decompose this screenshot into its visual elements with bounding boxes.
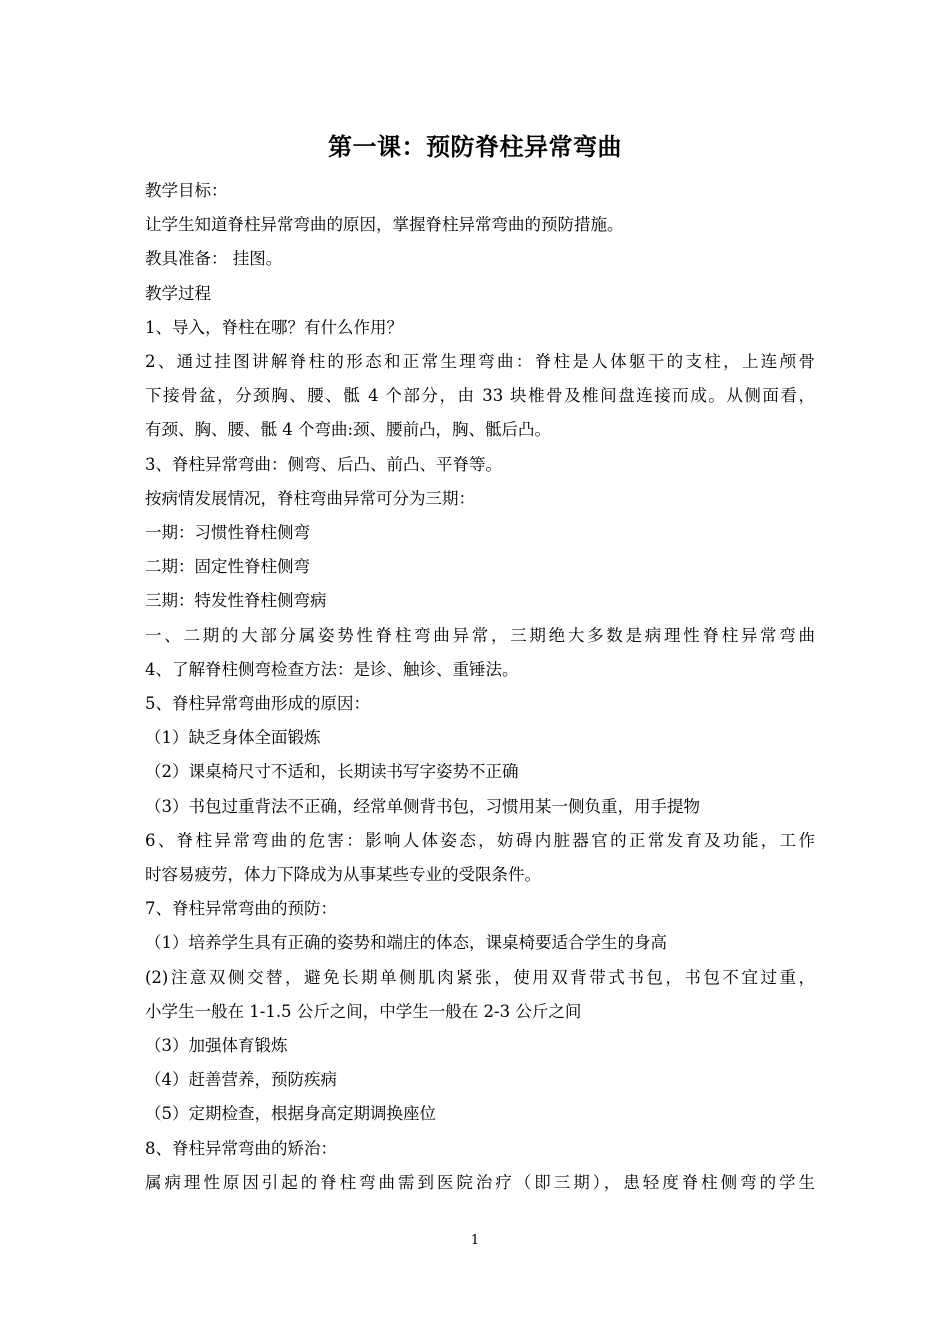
page-number: 1 bbox=[470, 1233, 480, 1248]
text-line: 教具准备： 挂图。 bbox=[145, 249, 283, 269]
list-item: （2）课桌椅尺寸不适和，长期读书写字姿势不正确 bbox=[145, 762, 519, 782]
text-line: 时容易疲劳，体力下降成为从事某些专业的受限条件。 bbox=[145, 865, 541, 885]
list-item: (2)注意双侧交替，避免长期单侧肌肉紧张，使用双背带式书包，书包不宜过重， bbox=[145, 967, 815, 987]
list-item: （3）书包过重背法不正确，经常单侧背书包，习惯用某一侧负重，用手提物 bbox=[145, 796, 700, 816]
text-line: 让学生知道脊柱异常弯曲的原因，掌握脊柱异常弯曲的预防措施。 bbox=[145, 215, 624, 235]
text-line: 1、导入，脊柱在哪？有什么作用？ bbox=[145, 317, 403, 337]
list-item: （3）加强体育锻炼 bbox=[145, 1036, 288, 1056]
text-line: 教学目标： bbox=[145, 181, 228, 200]
text-line: 一期：习惯性脊柱侧弯 bbox=[145, 523, 310, 543]
text-line: 按病情发展情况，脊柱弯曲异常可分为三期： bbox=[145, 488, 475, 508]
text-line: 有颈、胸、腰、骶 4 个弯曲:颈、腰前凸，胸、骶后凸。 bbox=[145, 420, 552, 440]
text-line: 属病理性原因引起的脊柱弯曲需到医院治疗（即三期），患轻度脊柱侧弯的学生 bbox=[145, 1172, 815, 1192]
text-line: 5、脊柱异常弯曲形成的原因： bbox=[145, 694, 370, 714]
list-item: （1）培养学生具有正确的姿势和端庄的体态，课桌椅要适合学生的身高 bbox=[145, 933, 667, 953]
text-line: 小学生一般在 1-1.5 公斤之间，中学生一般在 2-3 公斤之间 bbox=[145, 1001, 582, 1021]
text-line: 8、脊柱异常弯曲的矫治： bbox=[145, 1138, 337, 1158]
text-line: 2、通过挂图讲解脊柱的形态和正常生理弯曲：脊柱是人体躯干的支柱，上连颅骨 bbox=[145, 352, 815, 372]
text-line: 3、脊柱异常弯曲：侧弯、后凸、前凸、平脊等。 bbox=[145, 454, 502, 474]
text-line: 教学过程 bbox=[145, 283, 211, 303]
text-line: 7、脊柱异常弯曲的预防： bbox=[145, 899, 337, 919]
text-line: 二期：固定性脊柱侧弯 bbox=[145, 557, 310, 577]
document-body bbox=[145, 174, 815, 1200]
page-title: 第一课：预防脊柱异常弯曲 bbox=[328, 132, 622, 161]
text-line: 4、了解脊柱侧弯检查方法：是诊、触诊、重锤法。 bbox=[145, 659, 519, 679]
text-line: 三期：特发性脊柱侧弯病 bbox=[145, 591, 327, 611]
text-line: 一、二期的大部分属姿势性脊柱弯曲异常，三期绝大多数是病理性脊柱异常弯曲 bbox=[145, 625, 815, 645]
list-item: （1）缺乏身体全面锻炼 bbox=[145, 728, 321, 748]
list-item: （4）赶善营养，预防疾病 bbox=[145, 1070, 337, 1090]
text-line: 6、脊柱异常弯曲的危害：影响人体姿态，妨碍内脏器官的正常发育及功能，工作 bbox=[145, 830, 815, 850]
text-line: 下接骨盆，分颈胸、腰、骶 4 个部分，由 33 块椎骨及椎间盘连接而成。从侧面看， bbox=[145, 386, 815, 406]
list-item: （5）定期检查，根据身高定期调换座位 bbox=[145, 1104, 436, 1124]
